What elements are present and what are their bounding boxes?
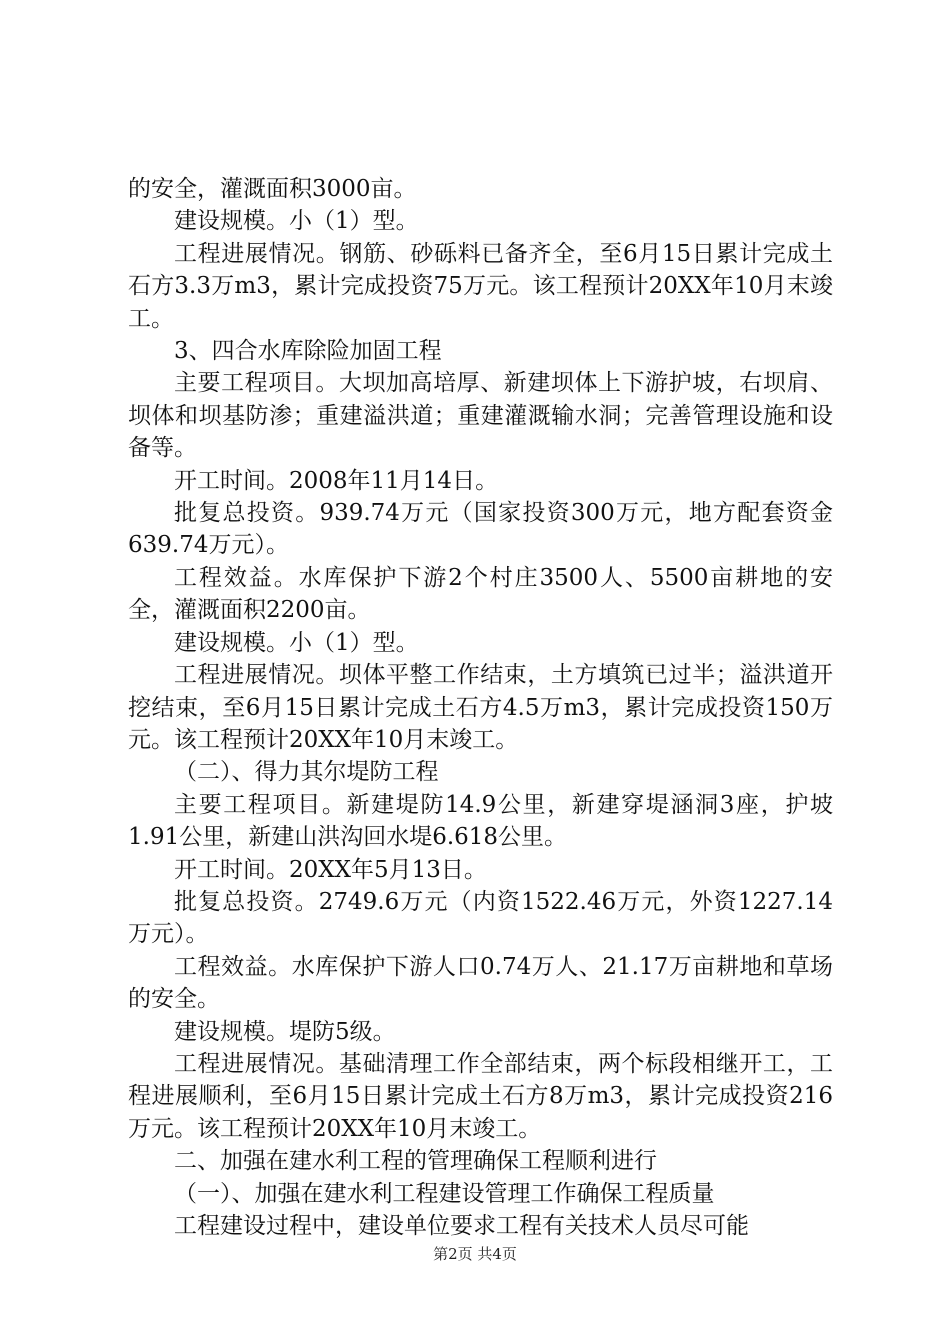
page-number-label: 第2页 共4页 — [433, 1245, 517, 1263]
paragraph: 建设规模。堤防5级。 — [174, 1018, 396, 1045]
paragraph: 主要工程项目。新建堤防14.9公里，新建穿堤涵洞3座，护坡1.91公里，新建山洪沟回水堤6.618公里。 — [128, 791, 833, 851]
section-heading: （一）、加强在建水利工程建设管理工作确保工程质量 — [174, 1180, 715, 1207]
paragraph: 工程效益。水库保护下游人口0.74万人、21.17万亩耕地和草场的安全。 — [128, 953, 833, 1013]
paragraph: 工程进展情况。钢筋、砂砾料已备齐全，至6月15日累计完成土石方3.3万m3，累计完成投资75万元。该工程预计20XX年10月末竣工。 — [128, 240, 833, 332]
section-heading: 3、四合水库除险加固工程 — [174, 338, 442, 365]
page-footer — [0, 1243, 950, 1264]
paragraph: 批复总投资。939.74万元（国家投资300万元，地方配套资金639.74万元）。 — [128, 500, 833, 559]
paragraph: 建设规模。小（1）型。 — [174, 208, 419, 235]
paragraph: 主要工程项目。大坝加高培厚、新建坝体上下游护坡，右坝肩、坝体和坝基防渗；重建溢洪道；重建灌溉输水洞；完善管理设施和设备等。 — [128, 370, 833, 462]
paragraph: 工程建设过程中，建设单位要求工程有关技术人员尽可能 — [174, 1213, 749, 1239]
section-heading: 二、加强在建水利工程的管理确保工程顺利进行 — [174, 1148, 657, 1175]
paragraph: 工程进展情况。坝体平整工作结束，土方填筑已过半；溢洪道开挖结束，至6月15日累计完成土石方4.5万m3，累计完成投资150万元。该工程预计20XX年10月末竣工。 — [128, 662, 833, 753]
paragraph: 批复总投资。2749.6万元（内资1522.46万元，外资1227.14万元）。 — [128, 888, 833, 948]
paragraph: 开工时间。20XX年5月13日。 — [174, 856, 487, 883]
paragraph: 工程效益。水库保护下游2个村庄3500人、5500亩耕地的安全，灌溉面积2200亩。 — [128, 564, 833, 624]
document-body — [128, 173, 833, 1242]
section-heading: （二）、得力其尔堤防工程 — [174, 759, 439, 786]
paragraph: 工程进展情况。基础清理工作全部结束，两个标段相继开工，工程进展顺利，至6月15日累计完成土石方8万m3，累计完成投资216万元。该工程预计20XX年10月末竣工。 — [128, 1050, 833, 1142]
paragraph: 建设规模。小（1）型。 — [174, 629, 419, 656]
paragraph: 的安全，灌溉面积3000亩。 — [128, 176, 417, 202]
paragraph: 开工时间。2008年11月14日。 — [174, 467, 499, 494]
